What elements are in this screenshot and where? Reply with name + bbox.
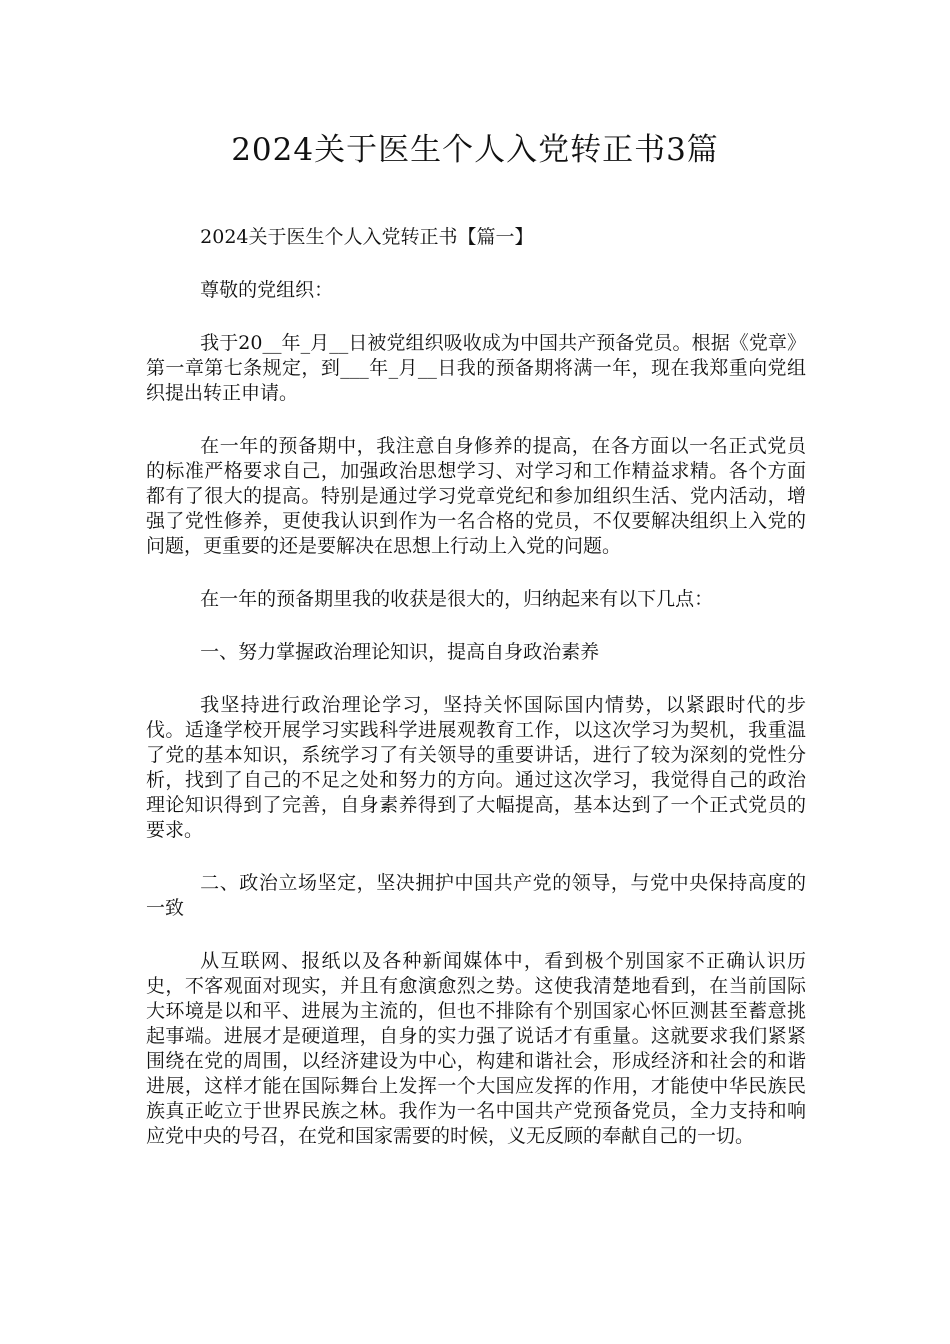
- section-heading: 2024关于医生个人入党转正书【篇一】: [200, 226, 534, 248]
- paragraph: 在一年的预备期中，我注意自身修养的提高，在各方面以一名正式党员的标准严格要求自己，加强政治思想学习、对学习和工作精益求精。各个方面都有了很大的提高。特别是通过学习党章党纪和参加组织生活、党内活动，增强了党性修养，更使我认识到作为一名合格的党员，不仅要解决组织上入党的问题，更重要的还是要解决在思想上行动上入党的问题。: [146, 435, 806, 557]
- subheading: 一、努力掌握政治理论知识，提高自身政治素养: [200, 641, 600, 663]
- paragraph: 我于20__年_月__日被党组织吸收成为中国共产预备党员。根据《党章》第一章第七条规定，到___年_月__日我的预备期将满一年，现在我郑重向党组织提出转正申请。: [146, 332, 806, 404]
- paragraph: 我坚持进行政治理论学习，坚持关怀国际国内情势，以紧跟时代的步伐。适逢学校开展学习实践科学进展观教育工作，以这次学习为契机，我重温了党的基本知识，系统学习了有关领导的重要讲话，进行了较为深刻的党性分析，找到了自己的不足之处和努力的方向。通过这次学习，我觉得自己的政治理论知识得到了完善，自身素养得到了大幅提高，基本达到了一个正式党员的要求。: [146, 694, 806, 841]
- document-body: [146, 225, 806, 1177]
- salutation: 尊敬的党组织：: [200, 279, 334, 301]
- paragraph: 从互联网、报纸以及各种新闻媒体中，看到极个别国家不正确认识历史，不客观面对现实，并且有愈演愈烈之势。这使我清楚地看到，在当前国际大环境是以和平、进展为主流的，但也不排除有个别国家心怀叵测甚至蓄意挑起事端。进展才是硬道理，自身的实力强了说话才有重量。这就要求我们紧紧围绕在党的周围，以经济建设为中心，构建和谐社会，形成经济和社会的和谐进展，这样才能在国际舞台上发挥一个大国应发挥的作用，才能使中华民族民族真正屹立于世界民族之林。我作为一名中国共产党预备党员，全力支持和响应党中央的号召，在党和国家需要的时候，义无反顾的奉献自己的一切。: [146, 950, 806, 1147]
- document-title: 2024关于医生个人入党转正书3篇: [231, 132, 719, 168]
- paragraph: 在一年的预备期里我的收获是很大的，归纳起来有以下几点：: [200, 588, 714, 610]
- subheading: 二、政治立场坚定，坚决拥护中国共产党的领导，与党中央保持高度的一致: [146, 872, 806, 919]
